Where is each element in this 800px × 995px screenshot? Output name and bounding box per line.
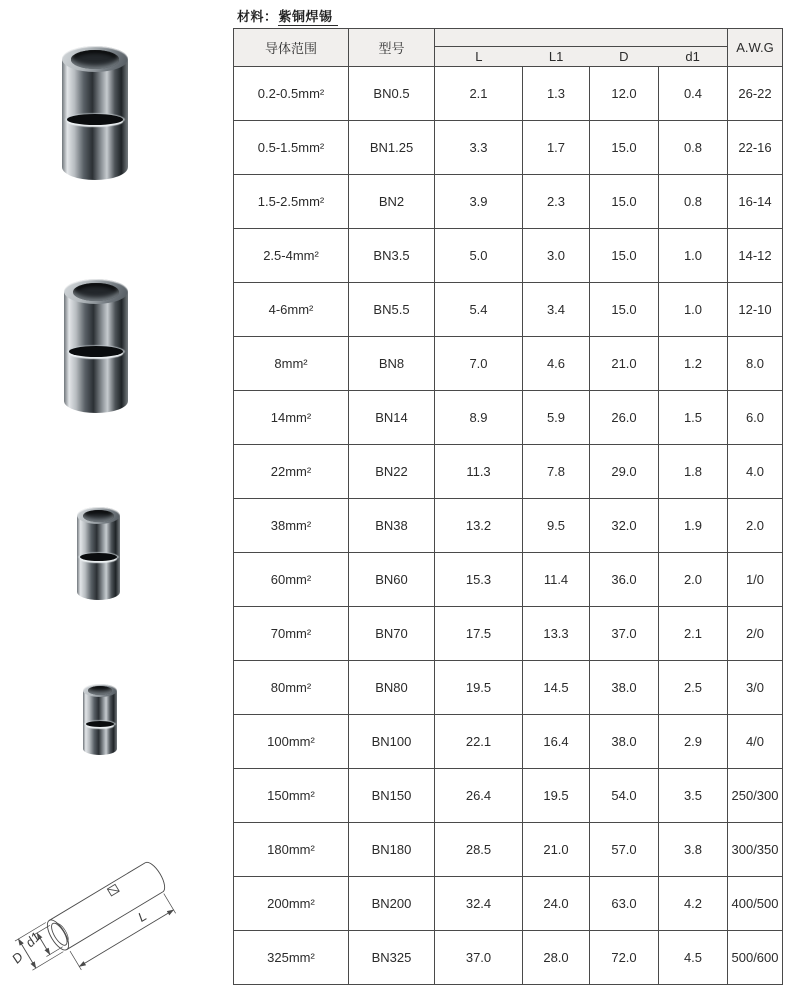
table-row [234, 553, 783, 607]
cell-model: BN3.5 [349, 229, 435, 283]
cell-d: 32.0 [590, 499, 659, 553]
cell-d1: 1.2 [659, 337, 728, 391]
cell-conductor-range: 100mm² [234, 715, 349, 769]
cell-awg: 6.0 [728, 391, 783, 445]
cell-conductor-range: 1.5-2.5mm² [234, 175, 349, 229]
cell-d: 54.0 [590, 769, 659, 823]
cell-l1: 14.5 [523, 661, 590, 715]
cell-conductor-range: 0.2-0.5mm² [234, 67, 349, 121]
table-row [234, 283, 783, 337]
cell-d: 63.0 [590, 877, 659, 931]
table-row [234, 499, 783, 553]
cell-d: 26.0 [590, 391, 659, 445]
cell-l: 17.5 [435, 607, 523, 661]
cell-l1: 24.0 [523, 877, 590, 931]
cell-d1: 1.5 [659, 391, 728, 445]
cell-l: 2.1 [435, 67, 523, 121]
tube-top-face [64, 279, 128, 304]
cell-d: 15.0 [590, 121, 659, 175]
cell-l: 5.0 [435, 229, 523, 283]
cell-d: 57.0 [590, 823, 659, 877]
cell-l1: 28.0 [523, 931, 590, 985]
cell-l1: 4.6 [523, 337, 590, 391]
spec-table-body [234, 67, 783, 985]
tube-top-face [83, 684, 117, 697]
cell-awg: 2/0 [728, 607, 783, 661]
cell-d1: 0.8 [659, 175, 728, 229]
cell-model: BN2 [349, 175, 435, 229]
cell-d: 15.0 [590, 283, 659, 337]
cell-l: 11.3 [435, 445, 523, 499]
cell-conductor-range: 2.5-4mm² [234, 229, 349, 283]
cell-l1: 9.5 [523, 499, 590, 553]
cell-l1: 7.8 [523, 445, 590, 499]
cell-awg: 22-16 [728, 121, 783, 175]
tube-bore [83, 510, 114, 522]
cell-d1: 2.1 [659, 607, 728, 661]
dimension-drawing [6, 851, 211, 983]
material-value: 紫铜焊锡 [278, 9, 338, 26]
cell-conductor-range: 150mm² [234, 769, 349, 823]
cell-model: BN70 [349, 607, 435, 661]
cell-d1: 2.0 [659, 553, 728, 607]
spec-table [233, 28, 783, 985]
butt-connector-photo-medium [64, 279, 128, 413]
cell-d: 38.0 [590, 661, 659, 715]
dims-group-header [435, 29, 728, 47]
cell-d: 36.0 [590, 553, 659, 607]
table-row [234, 229, 783, 283]
cell-model: BN22 [349, 445, 435, 499]
cell-conductor-range: 4-6mm² [234, 283, 349, 337]
cell-d: 12.0 [590, 67, 659, 121]
cell-d1: 3.5 [659, 769, 728, 823]
table-row [234, 607, 783, 661]
cell-awg: 3/0 [728, 661, 783, 715]
col-header-awg: A.W.G [728, 29, 783, 67]
inspection-slot [69, 346, 123, 357]
cell-conductor-range: 180mm² [234, 823, 349, 877]
cell-d1: 2.9 [659, 715, 728, 769]
cell-l: 3.9 [435, 175, 523, 229]
cell-d: 38.0 [590, 715, 659, 769]
cell-conductor-range: 8mm² [234, 337, 349, 391]
cell-d1: 1.0 [659, 229, 728, 283]
dim-label-outer-diameter: D [8, 949, 26, 967]
cell-l: 3.3 [435, 121, 523, 175]
cell-d: 15.0 [590, 175, 659, 229]
tube-bore [71, 50, 119, 69]
cell-conductor-range: 200mm² [234, 877, 349, 931]
cell-awg: 12-10 [728, 283, 783, 337]
cell-model: BN0.5 [349, 67, 435, 121]
cell-d1: 3.8 [659, 823, 728, 877]
cell-conductor-range: 325mm² [234, 931, 349, 985]
cell-d1: 0.4 [659, 67, 728, 121]
cell-d1: 0.8 [659, 121, 728, 175]
cell-l1: 1.7 [523, 121, 590, 175]
dim-label-length: L [135, 908, 150, 925]
cell-l: 7.0 [435, 337, 523, 391]
cell-l1: 11.4 [523, 553, 590, 607]
cell-conductor-range: 22mm² [234, 445, 349, 499]
butt-connector-photo-large [62, 46, 128, 180]
table-row [234, 121, 783, 175]
col-header-model: 型号 [349, 29, 435, 67]
cell-l: 13.2 [435, 499, 523, 553]
cell-conductor-range: 70mm² [234, 607, 349, 661]
cell-model: BN180 [349, 823, 435, 877]
dims-subheader [435, 47, 728, 67]
cell-model: BN8 [349, 337, 435, 391]
butt-connector-photo-tiny [83, 684, 117, 755]
cell-l1: 3.4 [523, 283, 590, 337]
cell-awg: 2.0 [728, 499, 783, 553]
cell-l: 32.4 [435, 877, 523, 931]
cell-awg: 500/600 [728, 931, 783, 985]
cell-awg: 14-12 [728, 229, 783, 283]
tube-bore [88, 686, 112, 695]
cell-model: BN1.25 [349, 121, 435, 175]
cell-l: 19.5 [435, 661, 523, 715]
table-row [234, 445, 783, 499]
cell-l1: 5.9 [523, 391, 590, 445]
cell-d1: 1.8 [659, 445, 728, 499]
cell-d1: 4.5 [659, 931, 728, 985]
table-row [234, 175, 783, 229]
table-row [234, 877, 783, 931]
table-row [234, 661, 783, 715]
cell-d: 72.0 [590, 931, 659, 985]
cell-conductor-range: 80mm² [234, 661, 349, 715]
material-title [237, 6, 338, 25]
table-row [234, 67, 783, 121]
cell-l1: 1.3 [523, 67, 590, 121]
cell-model: BN14 [349, 391, 435, 445]
spec-table-header [234, 29, 783, 67]
inspection-slot [80, 553, 116, 561]
cell-d1: 1.0 [659, 283, 728, 337]
cell-awg: 1/0 [728, 553, 783, 607]
table-row [234, 715, 783, 769]
cell-model: BN60 [349, 553, 435, 607]
cell-l1: 19.5 [523, 769, 590, 823]
table-row [234, 391, 783, 445]
table-row [234, 931, 783, 985]
cell-conductor-range: 38mm² [234, 499, 349, 553]
cell-conductor-range: 0.5-1.5mm² [234, 121, 349, 175]
cell-l1: 16.4 [523, 715, 590, 769]
inspection-slot [86, 721, 115, 727]
cell-model: BN100 [349, 715, 435, 769]
butt-connector-photo-small [77, 507, 120, 600]
cell-l1: 13.3 [523, 607, 590, 661]
cell-awg: 8.0 [728, 337, 783, 391]
cell-model: BN5.5 [349, 283, 435, 337]
cell-d: 15.0 [590, 229, 659, 283]
material-label: 材料： [237, 9, 278, 24]
col-header-l: L [475, 49, 483, 64]
table-row [234, 337, 783, 391]
table-row [234, 769, 783, 823]
cell-awg: 16-14 [728, 175, 783, 229]
inspection-slot [67, 114, 122, 125]
cell-awg: 4/0 [728, 715, 783, 769]
cell-d1: 4.2 [659, 877, 728, 931]
cell-d1: 2.5 [659, 661, 728, 715]
col-header-l1: L1 [548, 49, 564, 64]
cell-d: 21.0 [590, 337, 659, 391]
cell-l: 37.0 [435, 931, 523, 985]
cell-model: BN150 [349, 769, 435, 823]
cell-l1: 21.0 [523, 823, 590, 877]
cell-conductor-range: 60mm² [234, 553, 349, 607]
cell-l: 8.9 [435, 391, 523, 445]
cell-awg: 26-22 [728, 67, 783, 121]
cell-model: BN325 [349, 931, 435, 985]
tube-top-face [62, 46, 128, 72]
cell-d: 29.0 [590, 445, 659, 499]
dim-label-inner-diameter: d1 [22, 929, 44, 951]
cell-model: BN200 [349, 877, 435, 931]
cell-model: BN80 [349, 661, 435, 715]
col-header-d1: d1 [685, 49, 700, 64]
table-row [234, 823, 783, 877]
cell-d: 37.0 [590, 607, 659, 661]
cell-l: 5.4 [435, 283, 523, 337]
cell-model: BN38 [349, 499, 435, 553]
cell-l: 26.4 [435, 769, 523, 823]
col-header-conductor-range: 导体范围 [234, 29, 349, 67]
cell-l: 22.1 [435, 715, 523, 769]
cell-l1: 3.0 [523, 229, 590, 283]
cell-l: 15.3 [435, 553, 523, 607]
cell-awg: 250/300 [728, 769, 783, 823]
cell-d1: 1.9 [659, 499, 728, 553]
cell-awg: 400/500 [728, 877, 783, 931]
cell-awg: 4.0 [728, 445, 783, 499]
cell-l: 28.5 [435, 823, 523, 877]
cell-l1: 2.3 [523, 175, 590, 229]
tube-top-face [77, 507, 120, 524]
tube-bore [73, 283, 119, 301]
col-header-d: D [619, 49, 629, 64]
cell-conductor-range: 14mm² [234, 391, 349, 445]
cell-awg: 300/350 [728, 823, 783, 877]
